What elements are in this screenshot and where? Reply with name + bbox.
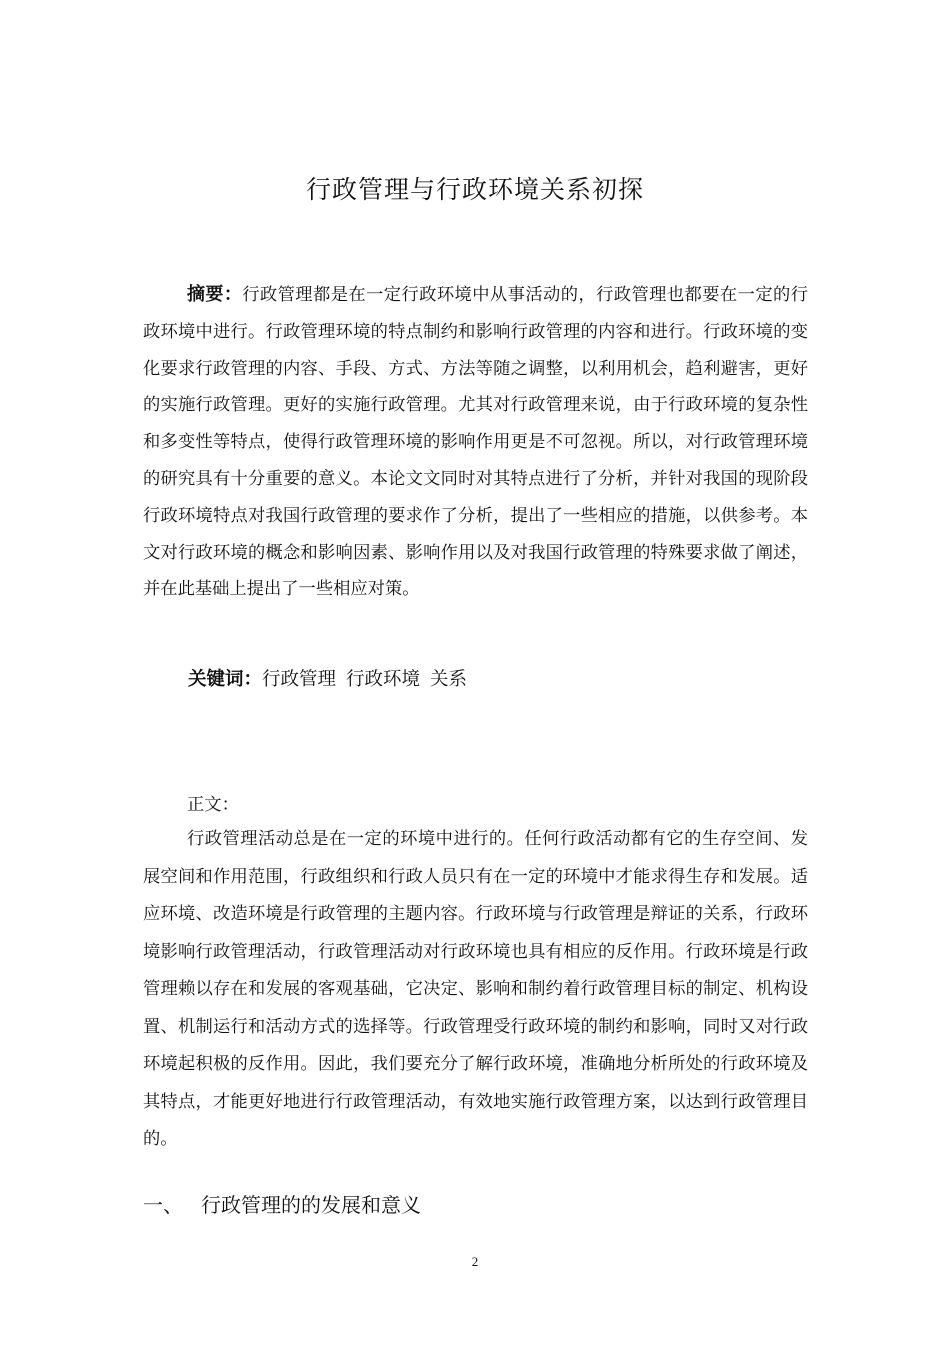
section-heading [143,1187,421,1223]
abstract-paragraph [143,277,808,608]
keywords-label: 关键词： [188,669,263,690]
keywords-line [188,663,808,697]
page-number: 2 [471,1254,479,1269]
abstract-text: 行政管理都是在一定行政环境中从事活动的，行政管理也都要在一定的行政环境中进行。行政管理环境的特点制约和影响行政管理的内容和进行。行政环境的变化要求行政管理的内容、手段、方式、方法等随之调整，以利用机会，趋利避害，更好的实施行政管理。更好的实施行政管理。尤其对行政管理来说，由于行政环境的复杂性和多变性等特点，使得行政管理环境的影响作用更是不可忽视。所以，对行政管理环境的研究具有十分重要的意义。本论文文同时对其特点进行了分析，并针对我国的现阶段行政环境特点对我国行政管理的要求作了分析，提出了一些相应的措施，以供参考。本文对行政环境的概念和影响因素、影响作用以及对我国行政管理的特殊要求做了阐述，并在此基础上提出了一些相应对策。 [143,285,808,600]
body-label: 正文： [187,795,239,815]
keyword-item: 行政管理 [262,669,337,690]
section-title: 行政管理的的发展和意义 [201,1193,421,1217]
abstract-label: 摘要： [187,284,243,305]
keyword-item: 关系 [430,669,468,690]
document-title: 行政管理与行政环境关系初探 [305,175,644,204]
body-paragraph: 行政管理活动总是在一定的环境中进行的。任何行政活动都有它的生存空间、发展空间和作用范围，行政组织和行政人员只有在一定的环境中才能求得生存和发展。适应环境、改造环境是行政管理的主题内容。行政环境与行政管理是辩证的关系，行政环境影响行政管理活动，行政管理活动对行政环境也具有相应的反作用。行政环境是行政管理赖以存在和发展的客观基础，它决定、影响和制约着行政管理目标的制定、机构设置、机制运行和活动方式的选择等。行政管理受行政环境的制约和影响，同时又对行政环境起积极的反作用。因此，我们要充分了解行政环境，准确地分析所处的行政环境及其特点，才能更好地进行行政管理活动，有效地实施行政管理方案，以达到行政管理目的。 [143,829,808,1149]
keyword-item: 行政环境 [346,669,421,690]
section-number: 一、 [143,1193,183,1217]
